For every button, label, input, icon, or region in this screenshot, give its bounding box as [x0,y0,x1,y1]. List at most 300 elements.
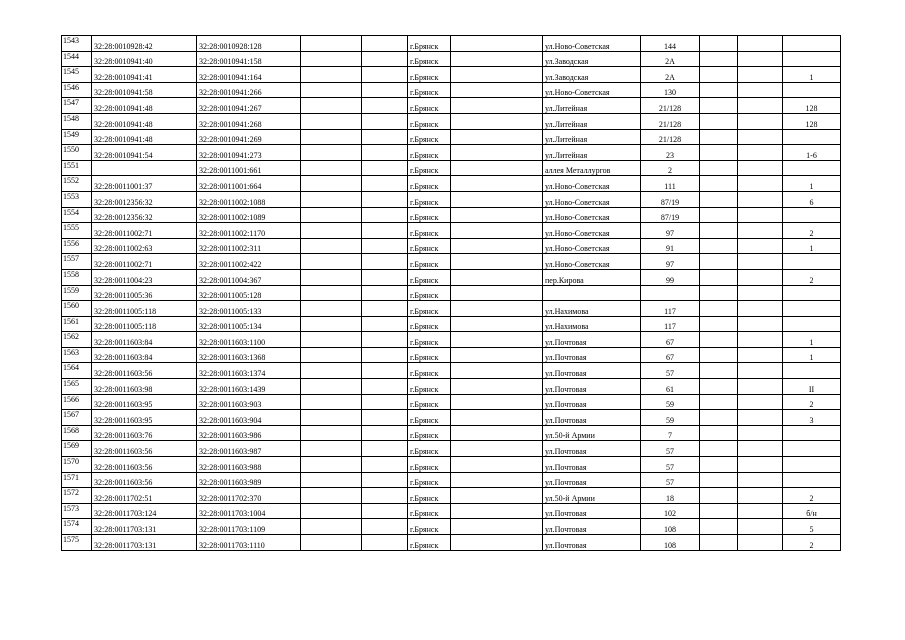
house-number-cell: 61 [641,379,700,395]
empty-cell-b [362,191,408,207]
empty-cell-e [738,82,783,98]
cadastral-object-cell: 32:28:0011005:128 [197,285,301,301]
street-cell: ул.Литейная [543,145,641,161]
empty-cell-c [451,535,543,551]
row-number-cell: 1543 [62,36,92,52]
empty-cell-c [451,347,543,363]
house-number-cell: 18 [641,488,700,504]
apartment-cell: 3 [783,410,841,426]
empty-cell-a [301,207,362,223]
empty-cell-a [301,363,362,379]
row-number-cell: 1550 [62,145,92,161]
empty-cell-c [451,238,543,254]
empty-cell-a [301,145,362,161]
row-number-cell: 1545 [62,67,92,83]
city-cell: г.Брянск [408,51,451,67]
street-cell: ул.50-й Армии [543,488,641,504]
apartment-cell [783,160,841,176]
empty-cell-c [451,410,543,426]
empty-cell-d [700,36,738,52]
cadastral-parcel-cell: 32:28:0011603:95 [92,394,197,410]
empty-cell-e [738,223,783,239]
empty-cell-a [301,176,362,192]
row-number-cell: 1570 [62,457,92,473]
row-number-cell: 1575 [62,535,92,551]
apartment-cell: 128 [783,98,841,114]
table-row [62,425,841,441]
apartment-cell: II [783,379,841,395]
empty-cell-c [451,379,543,395]
empty-cell-d [700,457,738,473]
cadastral-object-cell: 32:28:0011002:311 [197,238,301,254]
house-number-cell: 108 [641,519,700,535]
city-cell: г.Брянск [408,207,451,223]
empty-cell-e [738,519,783,535]
empty-cell-a [301,441,362,457]
empty-cell-b [362,207,408,223]
cadastral-object-cell: 32:28:0011002:1089 [197,207,301,223]
empty-cell-e [738,503,783,519]
empty-cell-b [362,363,408,379]
apartment-cell: 2 [783,394,841,410]
table-row [62,488,841,504]
empty-cell-b [362,316,408,332]
table-row [62,51,841,67]
cadastral-object-cell: 32:28:0011603:1100 [197,332,301,348]
empty-cell-b [362,238,408,254]
empty-cell-a [301,191,362,207]
street-cell: ул.Литейная [543,129,641,145]
cadastral-parcel-cell: 32:28:0010928:42 [92,36,197,52]
empty-cell-d [700,67,738,83]
empty-cell-c [451,503,543,519]
empty-cell-a [301,285,362,301]
empty-cell-e [738,488,783,504]
cadastral-parcel-cell: 32:28:0011603:56 [92,472,197,488]
empty-cell-b [362,488,408,504]
city-cell: г.Брянск [408,223,451,239]
city-cell: г.Брянск [408,301,451,317]
apartment-cell [783,51,841,67]
row-number-cell: 1554 [62,207,92,223]
cadastral-object-cell: 32:28:0010941:158 [197,51,301,67]
empty-cell-c [451,223,543,239]
empty-cell-a [301,160,362,176]
empty-cell-c [451,363,543,379]
empty-cell-d [700,347,738,363]
empty-cell-d [700,488,738,504]
apartment-cell [783,129,841,145]
city-cell: г.Брянск [408,503,451,519]
empty-cell-c [451,207,543,223]
street-cell [543,285,641,301]
city-cell: г.Брянск [408,535,451,551]
apartment-cell: 1 [783,332,841,348]
empty-cell-d [700,285,738,301]
row-number-cell: 1566 [62,394,92,410]
empty-cell-d [700,394,738,410]
empty-cell-d [700,254,738,270]
apartment-cell [783,301,841,317]
empty-cell-e [738,363,783,379]
empty-cell-a [301,51,362,67]
cadastral-object-cell: 32:28:0011004:367 [197,269,301,285]
city-cell: г.Брянск [408,145,451,161]
city-cell: г.Брянск [408,425,451,441]
table-row [62,363,841,379]
cadastral-parcel-cell: 32:28:0010941:40 [92,51,197,67]
table-row [62,519,841,535]
empty-cell-c [451,67,543,83]
empty-cell-d [700,441,738,457]
city-cell: г.Брянск [408,394,451,410]
street-cell: ул.Нахимова [543,316,641,332]
street-cell: ул.Ново-Советская [543,176,641,192]
empty-cell-b [362,394,408,410]
empty-cell-c [451,82,543,98]
row-number-cell: 1544 [62,51,92,67]
empty-cell-c [451,457,543,473]
city-cell: г.Брянск [408,238,451,254]
cadastral-parcel-cell: 32:28:0010941:58 [92,82,197,98]
cadastral-parcel-cell: 32:28:0011603:56 [92,441,197,457]
table-row [62,441,841,457]
empty-cell-a [301,394,362,410]
city-cell: г.Брянск [408,285,451,301]
table-row [62,129,841,145]
empty-cell-b [362,285,408,301]
empty-cell-e [738,379,783,395]
apartment-cell [783,36,841,52]
empty-cell-d [700,425,738,441]
cadastral-parcel-cell: 32:28:0011702:51 [92,488,197,504]
empty-cell-e [738,207,783,223]
empty-cell-d [700,472,738,488]
empty-cell-c [451,316,543,332]
apartment-cell [783,425,841,441]
row-number-cell: 1555 [62,223,92,239]
house-number-cell: 21/128 [641,129,700,145]
street-cell: ул.Заводская [543,51,641,67]
empty-cell-d [700,316,738,332]
table-row [62,394,841,410]
cadastral-parcel-cell: 32:28:0011703:124 [92,503,197,519]
house-number-cell: 23 [641,145,700,161]
row-number-cell: 1564 [62,363,92,379]
table-row [62,535,841,551]
empty-cell-b [362,457,408,473]
street-cell: ул.Почтовая [543,503,641,519]
row-number-cell: 1548 [62,113,92,129]
empty-cell-a [301,301,362,317]
empty-cell-a [301,82,362,98]
street-cell: ул.Ново-Советская [543,254,641,270]
house-number-cell: 108 [641,535,700,551]
empty-cell-b [362,98,408,114]
city-cell: г.Брянск [408,269,451,285]
empty-cell-b [362,82,408,98]
empty-cell-a [301,488,362,504]
row-number-cell: 1573 [62,503,92,519]
city-cell: г.Брянск [408,67,451,83]
empty-cell-b [362,332,408,348]
empty-cell-d [700,332,738,348]
cadastral-object-cell: 32:28:0011001:664 [197,176,301,192]
house-number-cell: 67 [641,347,700,363]
city-cell: г.Брянск [408,347,451,363]
row-number-cell: 1558 [62,269,92,285]
empty-cell-a [301,129,362,145]
empty-cell-a [301,316,362,332]
cadastral-parcel-cell: 32:28:0011002:63 [92,238,197,254]
row-number-cell: 1557 [62,254,92,270]
cadastral-object-cell: 32:28:0011603:1374 [197,363,301,379]
city-cell: г.Брянск [408,316,451,332]
street-cell: ул.Почтовая [543,332,641,348]
empty-cell-e [738,347,783,363]
apartment-cell: 128 [783,113,841,129]
empty-cell-e [738,441,783,457]
apartment-cell: 1 [783,67,841,83]
street-cell: ул.Ново-Советская [543,223,641,239]
row-number-cell: 1552 [62,176,92,192]
empty-cell-d [700,363,738,379]
street-cell: ул.Ново-Советская [543,82,641,98]
empty-cell-a [301,332,362,348]
cadastral-object-cell: 32:28:0010941:268 [197,113,301,129]
empty-cell-c [451,472,543,488]
street-cell: ул.Почтовая [543,535,641,551]
empty-cell-b [362,410,408,426]
row-number-cell: 1561 [62,316,92,332]
empty-cell-e [738,285,783,301]
cadastral-parcel-cell: 32:28:0011703:131 [92,519,197,535]
empty-cell-e [738,316,783,332]
cadastral-parcel-cell: 32:28:0010941:54 [92,145,197,161]
street-cell: ул.Литейная [543,113,641,129]
apartment-cell [783,285,841,301]
cadastral-parcel-cell: 32:28:0011004:23 [92,269,197,285]
empty-cell-d [700,51,738,67]
city-cell: г.Брянск [408,254,451,270]
cadastral-object-cell: 32:28:0011603:1439 [197,379,301,395]
cadastral-object-cell: 32:28:0010941:269 [197,129,301,145]
city-cell: г.Брянск [408,457,451,473]
street-cell: ул.Ново-Советская [543,207,641,223]
empty-cell-a [301,379,362,395]
empty-cell-d [700,129,738,145]
house-number-cell: 2 [641,160,700,176]
apartment-cell [783,254,841,270]
table-row [62,332,841,348]
street-cell: ул.Почтовая [543,441,641,457]
table-row [62,503,841,519]
street-cell: ул.Почтовая [543,379,641,395]
street-cell: ул.Почтовая [543,457,641,473]
row-number-cell: 1563 [62,347,92,363]
empty-cell-e [738,472,783,488]
empty-cell-c [451,113,543,129]
cadastral-object-cell: 32:28:0011703:1004 [197,503,301,519]
city-cell: г.Брянск [408,36,451,52]
house-number-cell: 57 [641,441,700,457]
empty-cell-d [700,503,738,519]
property-table [61,35,841,551]
table-row [62,410,841,426]
empty-cell-d [700,82,738,98]
street-cell: ул.Заводская [543,67,641,83]
empty-cell-a [301,36,362,52]
empty-cell-e [738,410,783,426]
street-cell: ул.Ново-Советская [543,36,641,52]
city-cell: г.Брянск [408,160,451,176]
empty-cell-a [301,472,362,488]
cadastral-object-cell: 32:28:0011702:370 [197,488,301,504]
empty-cell-c [451,285,543,301]
empty-cell-b [362,535,408,551]
table-row [62,67,841,83]
house-number-cell: 7 [641,425,700,441]
house-number-cell [641,285,700,301]
empty-cell-b [362,472,408,488]
apartment-cell: 1-6 [783,145,841,161]
street-cell: пер.Кирова [543,269,641,285]
house-number-cell: 57 [641,472,700,488]
row-number-cell: 1547 [62,98,92,114]
document-page [61,35,841,551]
cadastral-object-cell: 32:28:0011603:986 [197,425,301,441]
house-number-cell: 67 [641,332,700,348]
row-number-cell: 1562 [62,332,92,348]
empty-cell-b [362,503,408,519]
city-cell: г.Брянск [408,332,451,348]
empty-cell-c [451,145,543,161]
table-row [62,301,841,317]
empty-cell-e [738,238,783,254]
apartment-cell: 1 [783,238,841,254]
empty-cell-e [738,191,783,207]
empty-cell-e [738,129,783,145]
cadastral-object-cell: 32:28:0010941:266 [197,82,301,98]
cadastral-object-cell: 32:28:0011005:133 [197,301,301,317]
street-cell: ул.Литейная [543,98,641,114]
cadastral-object-cell: 32:28:0011603:987 [197,441,301,457]
apartment-cell [783,207,841,223]
empty-cell-c [451,488,543,504]
house-number-cell: 21/128 [641,98,700,114]
street-cell: ул.Нахимова [543,301,641,317]
house-number-cell: 57 [641,457,700,473]
table-row [62,223,841,239]
empty-cell-d [700,145,738,161]
empty-cell-e [738,269,783,285]
cadastral-parcel-cell: 32:28:0011603:76 [92,425,197,441]
cadastral-object-cell: 32:28:0010941:164 [197,67,301,83]
cadastral-parcel-cell: 32:28:0012356:32 [92,191,197,207]
house-number-cell: 102 [641,503,700,519]
empty-cell-a [301,519,362,535]
cadastral-object-cell: 32:28:0011002:1088 [197,191,301,207]
empty-cell-a [301,223,362,239]
table-row [62,269,841,285]
street-cell: ул.Почтовая [543,472,641,488]
empty-cell-d [700,176,738,192]
street-cell: ул.Почтовая [543,519,641,535]
table-row [62,472,841,488]
empty-cell-c [451,425,543,441]
empty-cell-e [738,332,783,348]
empty-cell-b [362,51,408,67]
apartment-cell: 1 [783,176,841,192]
empty-cell-c [451,254,543,270]
cadastral-parcel-cell: 32:28:0011603:84 [92,332,197,348]
table-row [62,457,841,473]
cadastral-parcel-cell: 32:28:0011001:37 [92,176,197,192]
empty-cell-c [451,176,543,192]
row-number-cell: 1568 [62,425,92,441]
cadastral-parcel-cell: 32:28:0011603:95 [92,410,197,426]
empty-cell-c [451,129,543,145]
table-row [62,98,841,114]
empty-cell-b [362,269,408,285]
empty-cell-b [362,519,408,535]
empty-cell-d [700,191,738,207]
row-number-cell: 1560 [62,301,92,317]
empty-cell-d [700,535,738,551]
cadastral-object-cell: 32:28:0011603:903 [197,394,301,410]
row-number-cell: 1551 [62,160,92,176]
apartment-cell: 6 [783,191,841,207]
street-cell: ул.Ново-Советская [543,238,641,254]
row-number-cell: 1567 [62,410,92,426]
cadastral-parcel-cell: 32:28:0011603:56 [92,457,197,473]
empty-cell-e [738,535,783,551]
empty-cell-a [301,347,362,363]
cadastral-parcel-cell: 32:28:0010941:48 [92,98,197,114]
empty-cell-a [301,98,362,114]
city-cell: г.Брянск [408,191,451,207]
apartment-cell [783,472,841,488]
table-row [62,207,841,223]
empty-cell-d [700,519,738,535]
empty-cell-d [700,379,738,395]
empty-cell-c [451,36,543,52]
row-number-cell: 1549 [62,129,92,145]
empty-cell-e [738,51,783,67]
cadastral-parcel-cell: 32:28:0011703:131 [92,535,197,551]
cadastral-parcel-cell: 32:28:0011005:118 [92,316,197,332]
cadastral-object-cell: 32:28:0010928:128 [197,36,301,52]
empty-cell-c [451,301,543,317]
cadastral-object-cell: 32:28:0011001:661 [197,160,301,176]
street-cell: ул.Почтовая [543,410,641,426]
cadastral-object-cell: 32:28:0011603:989 [197,472,301,488]
row-number-cell: 1572 [62,488,92,504]
city-cell: г.Брянск [408,176,451,192]
house-number-cell: 144 [641,36,700,52]
row-number-cell: 1565 [62,379,92,395]
empty-cell-b [362,145,408,161]
empty-cell-d [700,410,738,426]
empty-cell-e [738,394,783,410]
empty-cell-c [451,191,543,207]
house-number-cell: 2А [641,51,700,67]
table-row [62,113,841,129]
apartment-cell: 2 [783,535,841,551]
empty-cell-a [301,503,362,519]
empty-cell-d [700,301,738,317]
empty-cell-b [362,223,408,239]
